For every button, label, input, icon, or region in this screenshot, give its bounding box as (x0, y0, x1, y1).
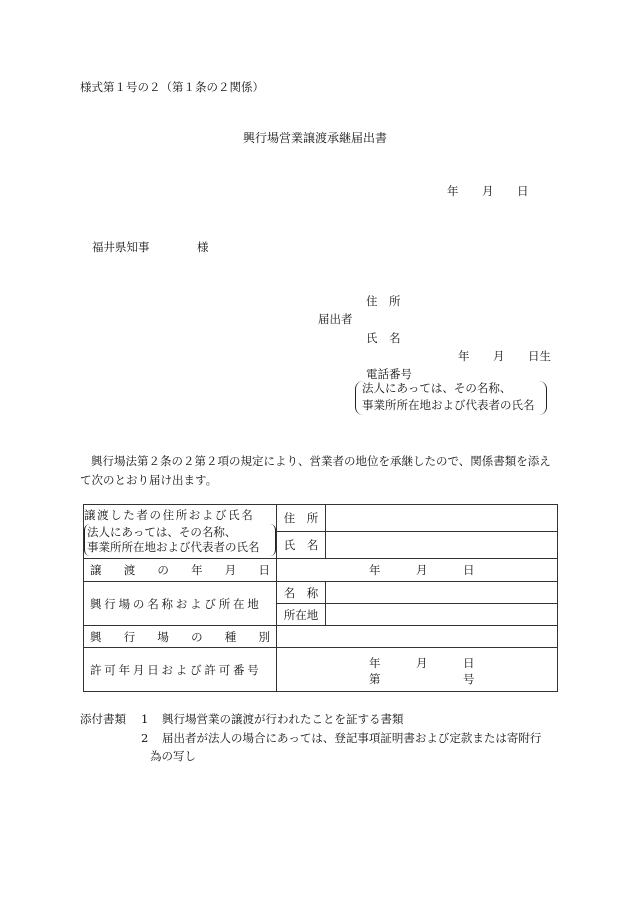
submission-date-day: 日 (517, 184, 529, 198)
addressee-honorific: 様 (197, 240, 209, 254)
submission-date-year: 年 (447, 184, 459, 198)
venue-type-label-char: 興 (90, 629, 102, 644)
transferor-name-label: 氏 名 (277, 532, 326, 559)
transferor-note-line-1: 法人にあっては、その名称、 (87, 525, 237, 539)
addressee-name: 福井県知事 (92, 240, 150, 254)
venue-type-label-char: 種 (224, 629, 237, 644)
applicant-address-label: 住 所 (366, 294, 401, 308)
birth-month: 月 (493, 349, 505, 363)
attachment-item-continuation: 為の写し (150, 749, 196, 763)
permit-month: 月 (416, 656, 428, 670)
declaration-text: 興行場法第２条の２第２項の規定により、営業者の地位を承継したので、関係書類を添えて次のとおり届け出ます。 (80, 454, 551, 487)
venue-location-value[interactable] (326, 604, 558, 626)
transferor-name-value[interactable] (326, 532, 558, 559)
permit-label-cell: 許可年月日および許可番号 (84, 648, 277, 692)
permit-value[interactable] (277, 648, 558, 692)
corporate-note-line-2: 事業所所在地および代表者の氏名 (362, 398, 535, 412)
permit-number-suffix: 号 (463, 672, 475, 686)
transfer-date-label-char: 渡 (123, 563, 136, 577)
form-number: 様式第１号の２（第１条の２関係） (80, 80, 264, 94)
transferor-address-value[interactable] (326, 505, 558, 532)
corporate-note-line-1: 法人にあっては、その名称、 (362, 381, 512, 395)
transfer-date-month: 月 (416, 563, 428, 577)
venue-type-value[interactable] (277, 626, 558, 648)
notification-table (83, 504, 558, 692)
venue-type-label-char: 場 (157, 629, 169, 644)
venue-type-label-char: の (191, 629, 203, 644)
permit-number-prefix: 第 (369, 672, 381, 686)
attachment-number: 2 (141, 731, 149, 745)
transferor-note-line-2: 事業所所在地および代表者の氏名 (87, 540, 260, 554)
applicant-name-label: 氏 名 (366, 331, 401, 345)
transfer-date-label-char: 譲 (90, 563, 102, 577)
venue-name-value[interactable] (326, 582, 558, 604)
applicant-label: 届出者 (318, 312, 353, 326)
transfer-date-value[interactable] (277, 559, 558, 582)
form-title: 興行場営業譲渡承継届出書 (242, 131, 387, 145)
transferor-label: 譲渡した者の住所および氏名 (84, 508, 255, 522)
transferor-address-label: 住 所 (277, 505, 326, 532)
attachment-item: 届出者が法人の場合にあっては、登記事項証明書および定款または寄附行 (162, 731, 542, 745)
venue-type-label-cell (84, 626, 277, 648)
transferor-label-cell (84, 505, 277, 559)
attachment-number: 1 (141, 712, 149, 726)
submission-date-month: 月 (482, 184, 494, 198)
transfer-date-label-char: 月 (224, 563, 237, 577)
attachment-item: 興行場営業の譲渡が行われたことを証する書類 (162, 712, 404, 726)
birth-day: 日生 (528, 349, 551, 363)
transfer-date-label-char: 年 (191, 563, 203, 577)
attachments-label: 添付書類 (80, 712, 126, 726)
birth-year: 年 (458, 349, 470, 363)
permit-day: 日 (463, 656, 475, 670)
permit-year: 年 (369, 656, 381, 670)
transferor-note (84, 524, 276, 556)
transfer-date-label-cell (84, 559, 277, 582)
transfer-date-label-char: の (157, 563, 169, 577)
phone-label: 電話番号 (366, 367, 412, 381)
venue-location-label: 所在地 (277, 604, 326, 626)
transfer-date-year: 年 (369, 563, 381, 577)
venue-type-label-char: 行 (123, 629, 136, 644)
venue-label-cell: 興行場の名称および所在地 (84, 582, 277, 626)
transfer-date-label-char: 日 (258, 563, 270, 577)
venue-type-label-char: 別 (258, 629, 270, 644)
transfer-date-day: 日 (463, 563, 475, 577)
venue-name-label: 名 称 (277, 582, 326, 604)
